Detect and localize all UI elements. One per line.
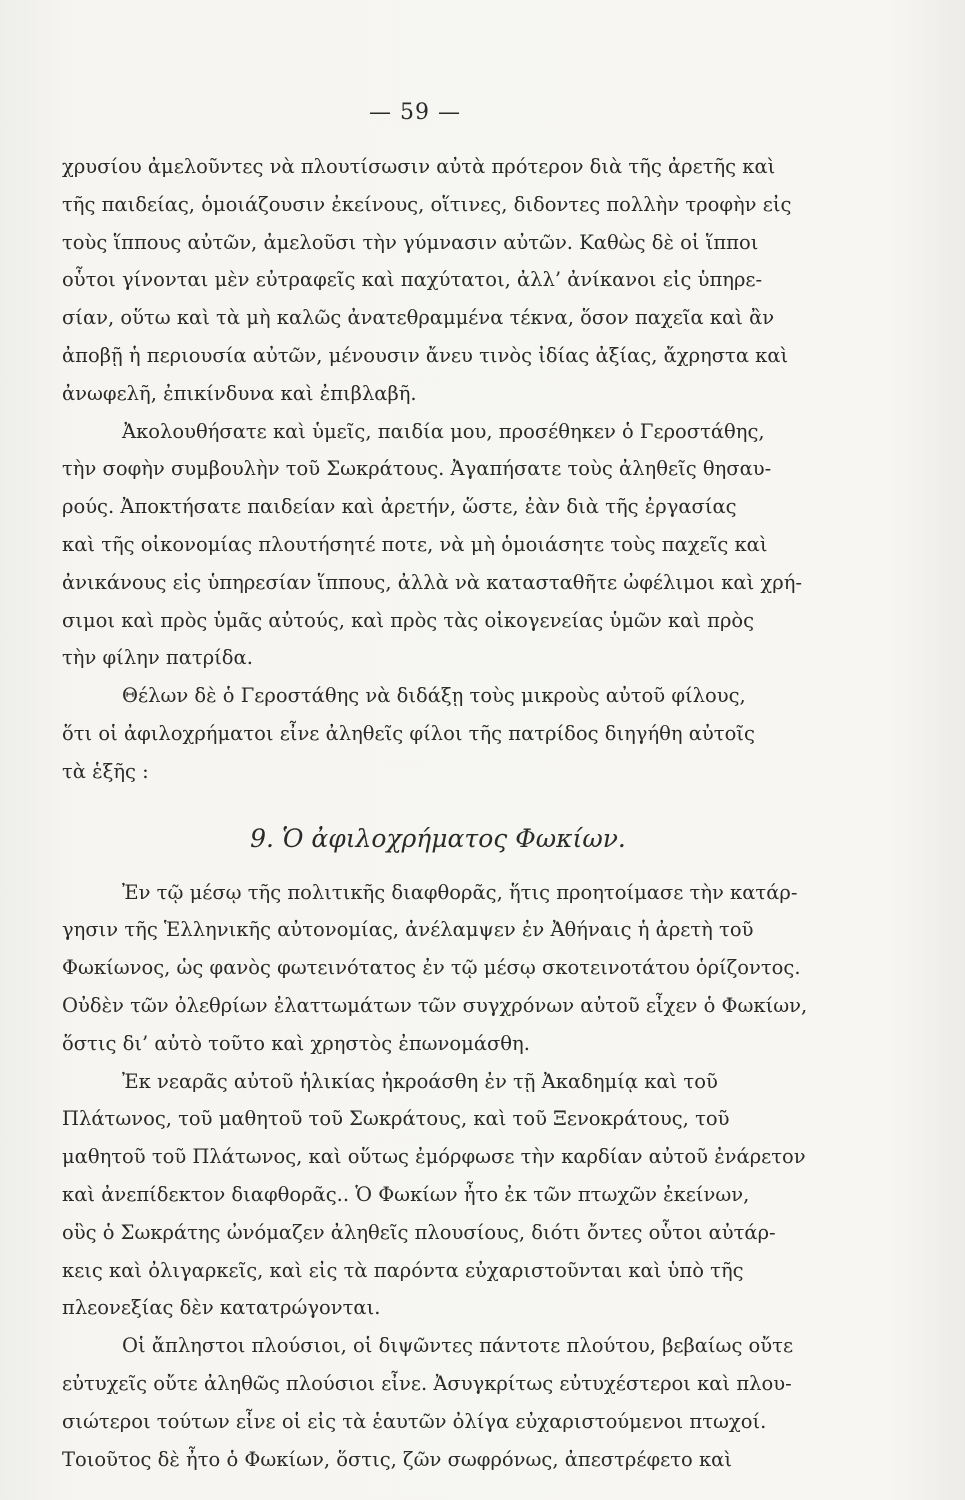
paragraph <box>62 677 814 790</box>
body-text <box>62 148 814 1478</box>
paragraph <box>62 1063 814 1328</box>
text-line: Οἱ ἄπληστοι πλούσιοι, οἱ διψῶντες πάντοτε πλούτου, βεβαίως οὔτε <box>122 1334 794 1358</box>
text-line: τῆς παιδείας, ὁμοιάζουσιν ἐκείνους, οἵτινες, διδοντες πολλὴν τροφὴν εἰς <box>62 192 792 216</box>
text-line: καὶ τῆς οἰκονομίας πλουτήσητέ ποτε, νὰ μὴ ὁμοιάσητε τοὺς παχεῖς καὶ <box>62 532 768 556</box>
text-line: εὐτυχεῖς οὔτε ἀληθῶς πλούσιοι εἶνε. Ἀσυγκρίτως εὐτυχέστεροι καὶ πλου- <box>62 1371 792 1395</box>
text-line: χρυσίου ἀμελοῦντες νὰ πλουτίσωσιν αὐτὰ πρότερον διὰ τῆς ἀρετῆς καὶ <box>62 155 776 178</box>
text-line: ἀνωφελῆ, ἐπικίνδυνα καὶ ἐπιβλαβῆ. <box>62 381 417 405</box>
text-line: μαθητοῦ τοῦ Πλάτωνος, καὶ οὕτως ἐμόρφωσε τὴν καρδίαν αὐτοῦ ἐνάρετον <box>62 1145 806 1169</box>
text-line: τὰ ἑξῆς : <box>62 759 149 783</box>
text-line: τὴν σοφὴν συμβουλὴν τοῦ Σωκράτους. Ἀγαπήσατε τοὺς ἀληθεῖς θησαυ- <box>62 457 772 481</box>
text-line: σίαν, οὕτω καὶ τὰ μὴ καλῶς ἀνατεθραμμένα τέκνα, ὅσον παχεῖα καὶ ἂν <box>62 306 775 330</box>
text-line: γησιν τῆς Ἑλληνικῆς αὐτονομίας, ἀνέλαμψεν ἐν Ἀθήναις ἡ ἀρετὴ τοῦ <box>62 918 754 942</box>
text-line: ρούς. Ἀποκτήσατε παιδείαν καὶ ἀρετήν, ὥστε, ἐὰν διὰ τῆς ἐργασίας <box>62 495 737 519</box>
text-line: ἀνικάνους εἰς ὑπηρεσίαν ἵππους, ἀλλὰ νὰ κατασταθῆτε ὠφέλιμοι καὶ χρή- <box>62 570 802 594</box>
text-line: Φωκίωνος, ὡς φανὸς φωτεινότατος ἐν τῷ μέσῳ σκοτεινοτάτου ὁρίζοντος. <box>62 956 801 980</box>
text-line: σιμοι καὶ πρὸς ὑμᾶς αὐτούς, καὶ πρὸς τὰς οἰκογενείας ὑμῶν καὶ πρὸς <box>62 608 755 632</box>
text-line: τοὺς ἵππους αὐτῶν, ἀμελοῦσι τὴν γύμνασιν αὐτῶν. Καθὼς δὲ οἱ ἵπποι <box>62 230 759 254</box>
paragraph <box>62 874 814 1063</box>
page-number: — 59 — <box>369 100 461 125</box>
text-line: Ἐν τῷ μέσῳ τῆς πολιτικῆς διαφθορᾶς, ἥτις προητοίμασε τὴν κατάρ- <box>122 880 798 904</box>
text-line: καὶ ἀνεπίδεκτον διαφθορᾶς.. Ὁ Φωκίων ἦτο ἐκ τῶν πτωχῶν ἐκείνων, <box>62 1182 750 1206</box>
text-line: σιώτεροι τούτων εἶνε οἱ εἰς τὰ ἑαυτῶν ὀλίγα εὐχαριστούμενοι πτωχοί. <box>62 1409 767 1433</box>
section-heading: 9. Ὁ ἀφιλοχρήματος Φωκίων. <box>250 823 626 853</box>
text-line: κεις καὶ ὀλιγαρκεῖς, καὶ εἰς τὰ παρόντα εὐχαριστοῦνται καὶ ὑπὸ τῆς <box>62 1258 744 1282</box>
text-line: τὴν φίλην πατρίδα. <box>62 646 253 670</box>
text-line: Πλάτωνος, τοῦ μαθητοῦ τοῦ Σωκράτους, καὶ τοῦ Ξενοκράτους, τοῦ <box>62 1107 730 1131</box>
text-line: οὓς ὁ Σωκράτης ὠνόμαζεν ἀληθεῖς πλουσίους, διότι ὄντες οὗτοι αὐτάρ- <box>62 1220 776 1244</box>
text-line: Ἐκ νεαρᾶς αὐτοῦ ἡλικίας ἠκροάσθη ἐν τῇ Ἀκαδημίᾳ καὶ τοῦ <box>122 1069 718 1093</box>
text-line: πλεονεξίας δὲν κατατρώγονται. <box>62 1296 381 1320</box>
paragraph <box>62 1327 814 1478</box>
text-line: Ἀκολουθήσατε καὶ ὑμεῖς, παιδία μου, προσέθηκεν ὁ Γεροστάθης, <box>122 419 765 443</box>
text-line: ὅστις δι’ αὐτὸ τοῦτο καὶ χρηστὸς ἐπωνομάσθη. <box>62 1031 530 1055</box>
text-line: ὅτι οἱ ἀφιλοχρήματοι εἶνε ἀληθεῖς φίλοι τῆς πατρίδος διηγήθη αὐτοῖς <box>62 721 755 745</box>
text-line: Οὐδὲν τῶν ὀλεθρίων ἐλαττωμάτων τῶν συγχρόνων αὐτοῦ εἶχεν ὁ Φωκίων, <box>62 993 808 1017</box>
paragraph <box>62 413 814 678</box>
text-line: Τοιοῦτος δὲ ἦτο ὁ Φωκίων, ὅστις, ζῶν σωφρόνως, ἀπεστρέφετο καὶ <box>62 1447 732 1471</box>
text-line: Θέλων δὲ ὁ Γεροστάθης νὰ διδάξῃ τοὺς μικροὺς αὐτοῦ φίλους, <box>122 684 746 708</box>
text-line: οὗτοι γίνονται μὲν εὐτραφεῖς καὶ παχύτατοι, ἀλλ’ ἀνίκανοι εἰς ὑπηρε- <box>62 268 763 292</box>
paragraph <box>62 148 814 413</box>
text-line: ἀποβῇ ἡ περιουσία αὐτῶν, μένουσιν ἄνευ τινὸς ἰδίας ἀξίας, ἄχρηστα καὶ <box>62 343 789 367</box>
